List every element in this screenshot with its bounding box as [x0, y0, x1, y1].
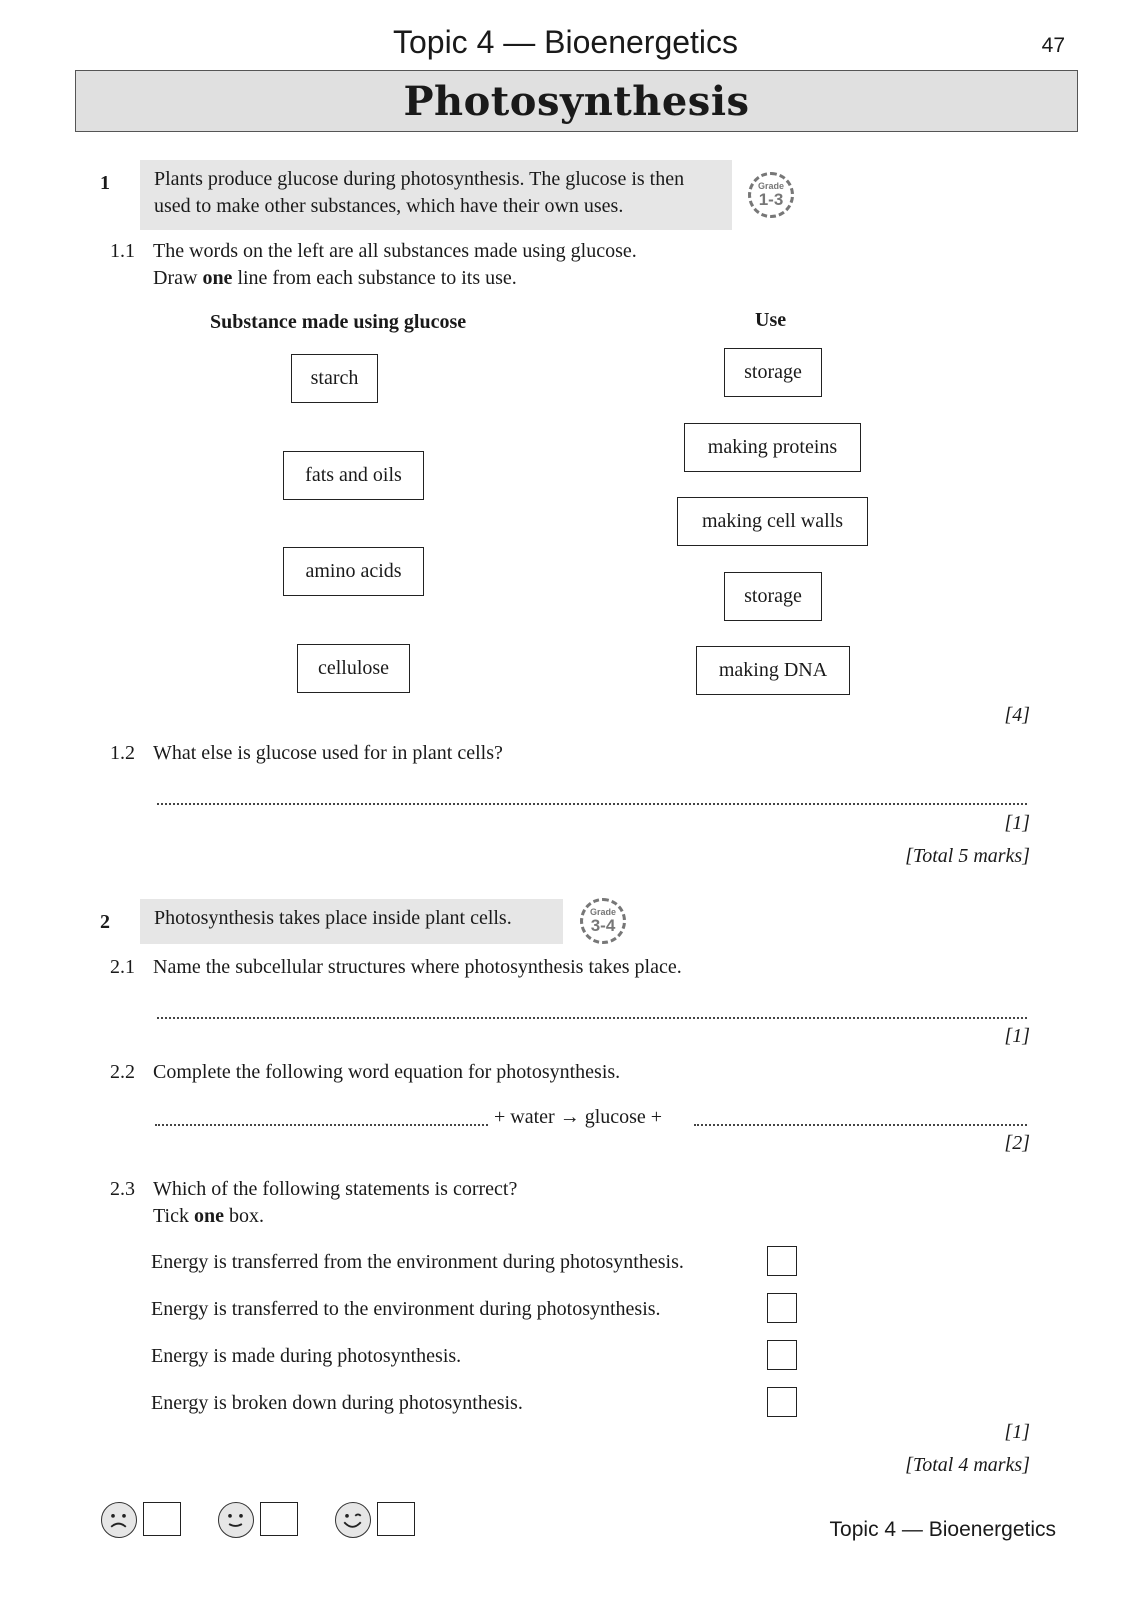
question-1-1-number: 1.1: [110, 240, 135, 262]
question-1-1-line1: The words on the left are all substances made using glucose.: [153, 240, 637, 262]
marks-1-1: [4]: [1004, 704, 1030, 726]
grade-range: 3-4: [590, 916, 616, 935]
question-2-intro: Photosynthesis takes place inside plant cells.: [140, 899, 563, 944]
equation-blank-product[interactable]: [694, 1124, 1027, 1126]
answer-line-2-1[interactable]: [157, 1017, 1027, 1019]
score-box-happy[interactable]: [377, 1502, 415, 1536]
question-2-2-number: 2.2: [110, 1061, 135, 1083]
sad-face-icon: [101, 1502, 137, 1538]
question-1-2-number: 1.2: [110, 742, 135, 764]
option-checkbox-1[interactable]: [767, 1246, 797, 1276]
score-box-sad[interactable]: [143, 1502, 181, 1536]
page-number: 47: [1041, 34, 1065, 57]
substance-box-fats-and-oils[interactable]: fats and oils: [283, 451, 424, 500]
total-marks-q2: [Total 4 marks]: [905, 1454, 1030, 1476]
score-box-neutral[interactable]: [260, 1502, 298, 1536]
option-text-4: Energy is broken down during photosynthesis.: [151, 1392, 523, 1414]
question-2-1-number: 2.1: [110, 956, 135, 978]
total-marks-q1: [Total 5 marks]: [905, 845, 1030, 867]
grade-label: Grade: [589, 907, 616, 917]
marks-1-2: [1]: [1004, 812, 1030, 834]
option-checkbox-2[interactable]: [767, 1293, 797, 1323]
option-checkbox-4[interactable]: [767, 1387, 797, 1417]
use-box-making-cell-walls[interactable]: making cell walls: [677, 497, 868, 546]
question-1-1-text: [153, 238, 953, 292]
question-1-number: 1: [100, 172, 110, 194]
use-box-making-proteins[interactable]: making proteins: [684, 423, 861, 472]
question-2-number: 2: [100, 911, 110, 933]
page-title: Photosynthesis: [403, 77, 750, 125]
option-text-1: Energy is transferred from the environment during photosynthesis.: [151, 1251, 684, 1273]
neutral-face-icon: [218, 1502, 254, 1538]
use-box-storage-2[interactable]: storage: [724, 572, 822, 621]
topic-header: Topic 4 — Bioenergetics: [392, 24, 739, 60]
option-checkbox-3[interactable]: [767, 1340, 797, 1370]
use-box-making-dna[interactable]: making DNA: [696, 646, 850, 695]
substance-box-starch[interactable]: starch: [291, 354, 378, 403]
question-2-2-text: Complete the following word equation for photosynthesis.: [153, 1061, 621, 1083]
grade-range: 1-3: [758, 190, 784, 209]
question-2-3-text: [153, 1176, 953, 1230]
use-box-storage[interactable]: storage: [724, 348, 822, 397]
substance-box-amino-acids[interactable]: amino acids: [283, 547, 424, 596]
use-column-heading: Use: [755, 309, 787, 331]
question-2-1-text: Name the subcellular structures where photosynthesis takes place.: [153, 956, 682, 978]
marks-2-3: [1]: [1004, 1421, 1030, 1443]
question-2-3-line1: Which of the following statements is correct?: [153, 1178, 518, 1200]
grade-label: Grade: [757, 181, 784, 191]
equation-blank-reactant[interactable]: [155, 1124, 488, 1126]
title-banner: [75, 70, 1078, 132]
grade-badge-q1: [748, 172, 794, 218]
answer-line-1-2[interactable]: [157, 803, 1027, 805]
footer-topic: Topic 4 — Bioenergetics: [829, 1518, 1056, 1541]
substance-column-heading: Substance made using glucose: [210, 311, 467, 333]
question-2-3-instruction: Tick one box.: [153, 1205, 264, 1227]
question-1-2-text: What else is glucose used for in plant cells?: [153, 742, 503, 764]
equation-middle: + water → glucose +: [494, 1106, 663, 1128]
option-text-2: Energy is transferred to the environment during photosynthesis.: [151, 1298, 661, 1320]
marks-2-2: [2]: [1004, 1132, 1030, 1154]
question-1-intro: Plants produce glucose during photosynthesis. The glucose is then used to make other substances, which have their own uses.: [140, 160, 732, 230]
happy-face-icon: [335, 1502, 371, 1538]
option-text-3: Energy is made during photosynthesis.: [151, 1345, 462, 1367]
marks-2-1: [1]: [1004, 1025, 1030, 1047]
question-1-1-line2: Draw one line from each substance to its use.: [153, 267, 517, 289]
substance-box-cellulose[interactable]: cellulose: [297, 644, 410, 693]
question-2-3-number: 2.3: [110, 1178, 135, 1200]
grade-badge-q2: [580, 898, 626, 944]
